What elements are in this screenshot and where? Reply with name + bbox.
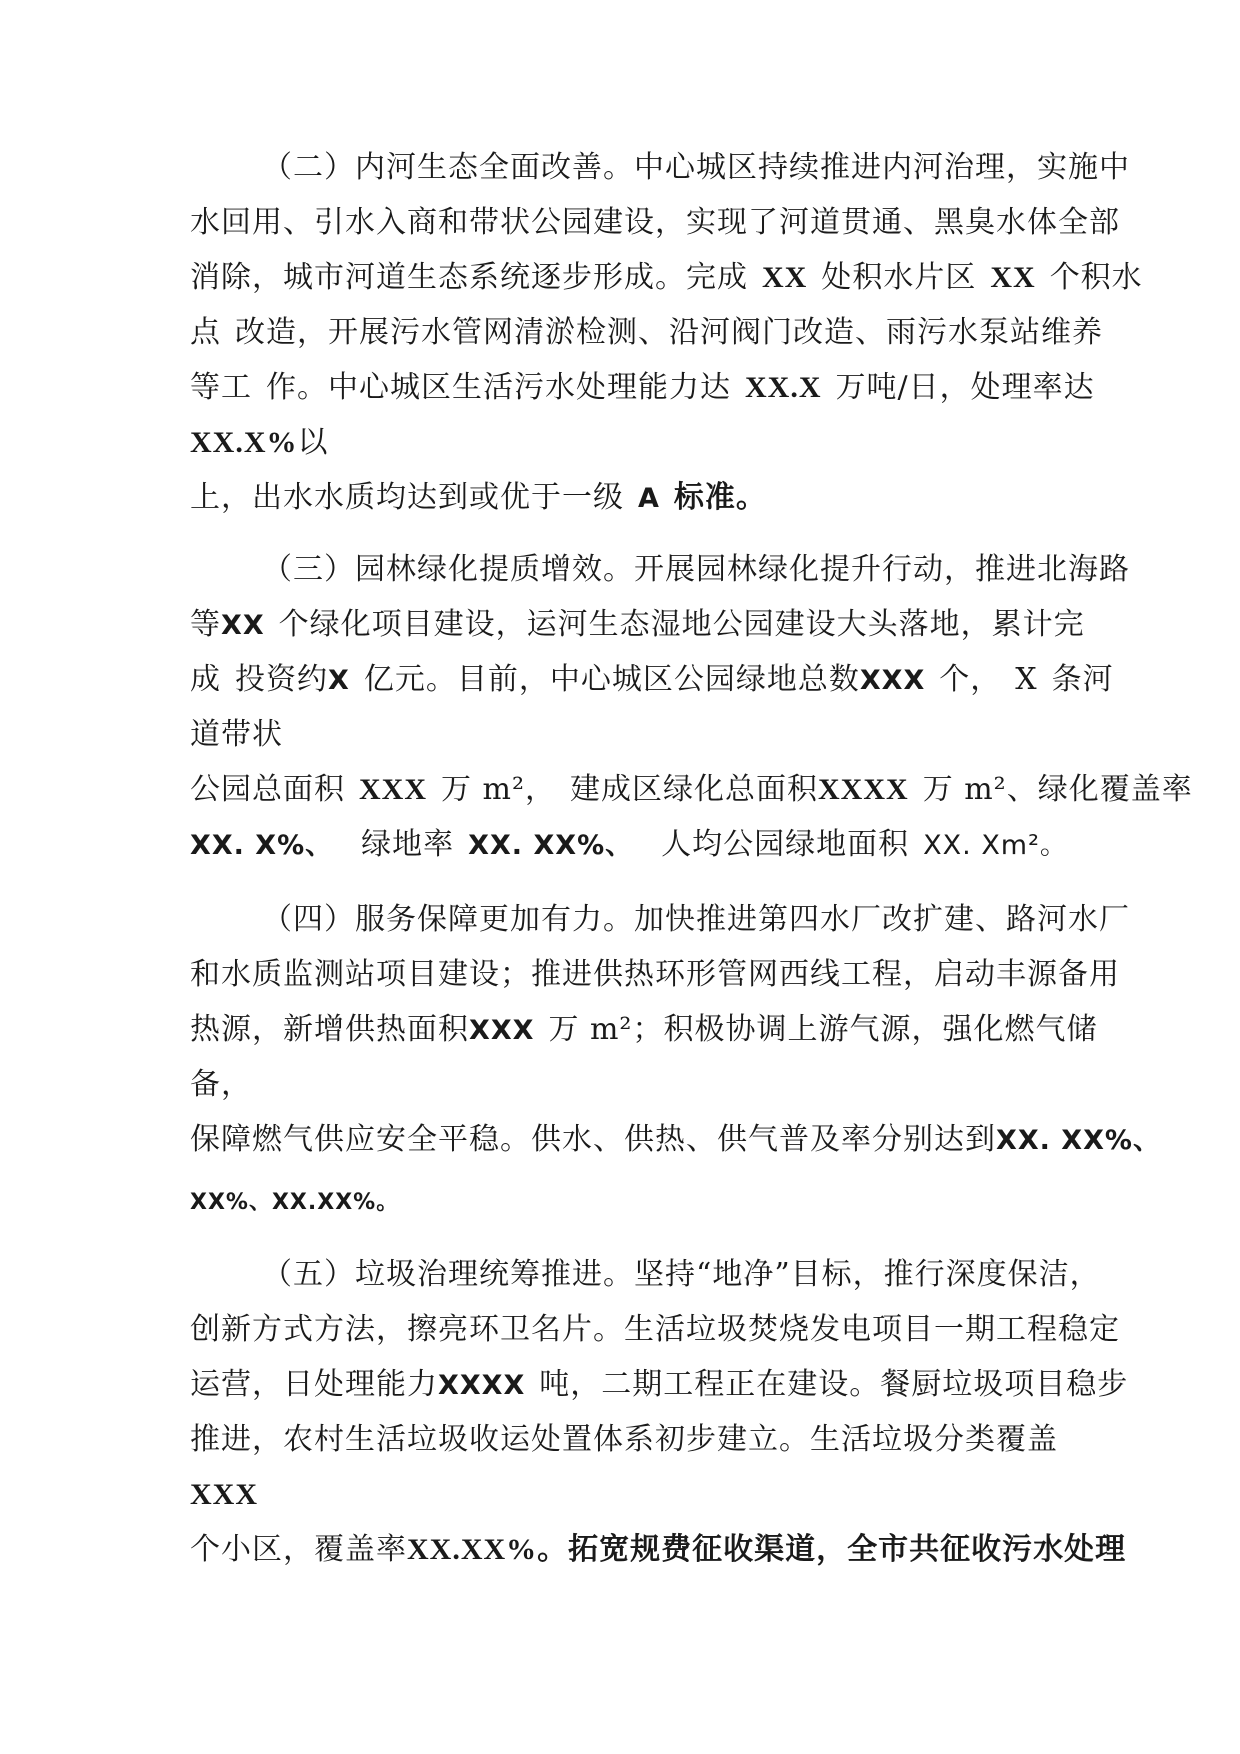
text-line: XXX: [190, 1478, 258, 1511]
text-line: 等XX 个绿化项目建设，运河生态湿地公园建设大头落地，累计完: [190, 607, 1085, 642]
text-line: 成 投资约X 亿元。目前，中心城区公园绿地总数XXX 个， X 条河: [190, 662, 1114, 697]
text-line: 推进，农村生活垃圾收运处置体系初步建立。生活垃圾分类覆盖: [190, 1422, 1058, 1457]
text-line: XX.X%以: [190, 425, 329, 460]
text-line: （二）内河生态全面改善。中心城区持续推进内河治理，实施中: [262, 150, 1130, 185]
text-line: 道带状: [190, 717, 283, 752]
text-line: XX. X%、 绿地率 XX. XX%、 人均公园绿地面积 XX. Xm²。: [190, 827, 1068, 862]
text-line: 等工 作。中心城区生活污水处理能力达 XX.X 万吨/日，处理率达: [190, 370, 1095, 405]
text-line: 水回用、引水入商和带状公园建设，实现了河道贯通、黑臭水体全部: [190, 205, 1120, 240]
text-line: 和水质监测站项目建设；推进供热环形管网西线工程，启动丰源备用: [190, 957, 1120, 992]
text-line: 运营，日处理能力XXXX 吨，二期工程正在建设。餐厨垃圾项目稳步: [190, 1367, 1129, 1402]
text-line: （五）垃圾治理统筹推进。坚持“地净”目标，推行深度保洁，: [262, 1257, 1101, 1292]
text-line: XX%、XX.XX%。: [190, 1190, 400, 1215]
text-line: 上，出水水质均达到或优于一级 A 标准。: [190, 480, 767, 515]
text-line: （四）服务保障更加有力。加快推进第四水厂改扩建、路河水厂: [262, 902, 1130, 937]
text-line: 消除，城市河道生态系统逐步形成。完成 XX 处积水片区 XX 个积水: [190, 260, 1143, 295]
text-line: 热源，新增供热面积XXX 万 m²；积极协调上游气源，强化燃气储: [190, 1012, 1098, 1047]
text-line: 公园总面积 XXX 万 m²， 建成区绿化总面积XXXX 万 m²、绿化覆盖率: [190, 772, 1193, 807]
text-line: 创新方式方法，擦亮环卫名片。生活垃圾焚烧发电项目一期工程稳定: [190, 1312, 1120, 1347]
text-line: （三）园林绿化提质增效。开展园林绿化提升行动，推进北海路: [262, 552, 1130, 587]
text-line: 备，: [190, 1067, 252, 1102]
text-line: 保障燃气供应安全平稳。供水、供热、供气普及率分别达到XX. XX%、: [190, 1122, 1161, 1157]
text-line: 个小区，覆盖率XX.XX%。拓宽规费征收渠道，全市共征收污水处理: [190, 1532, 1127, 1567]
text-line: 点 改造，开展污水管网清淤检测、沿河阀门改造、雨污水泵站维养: [190, 315, 1103, 350]
